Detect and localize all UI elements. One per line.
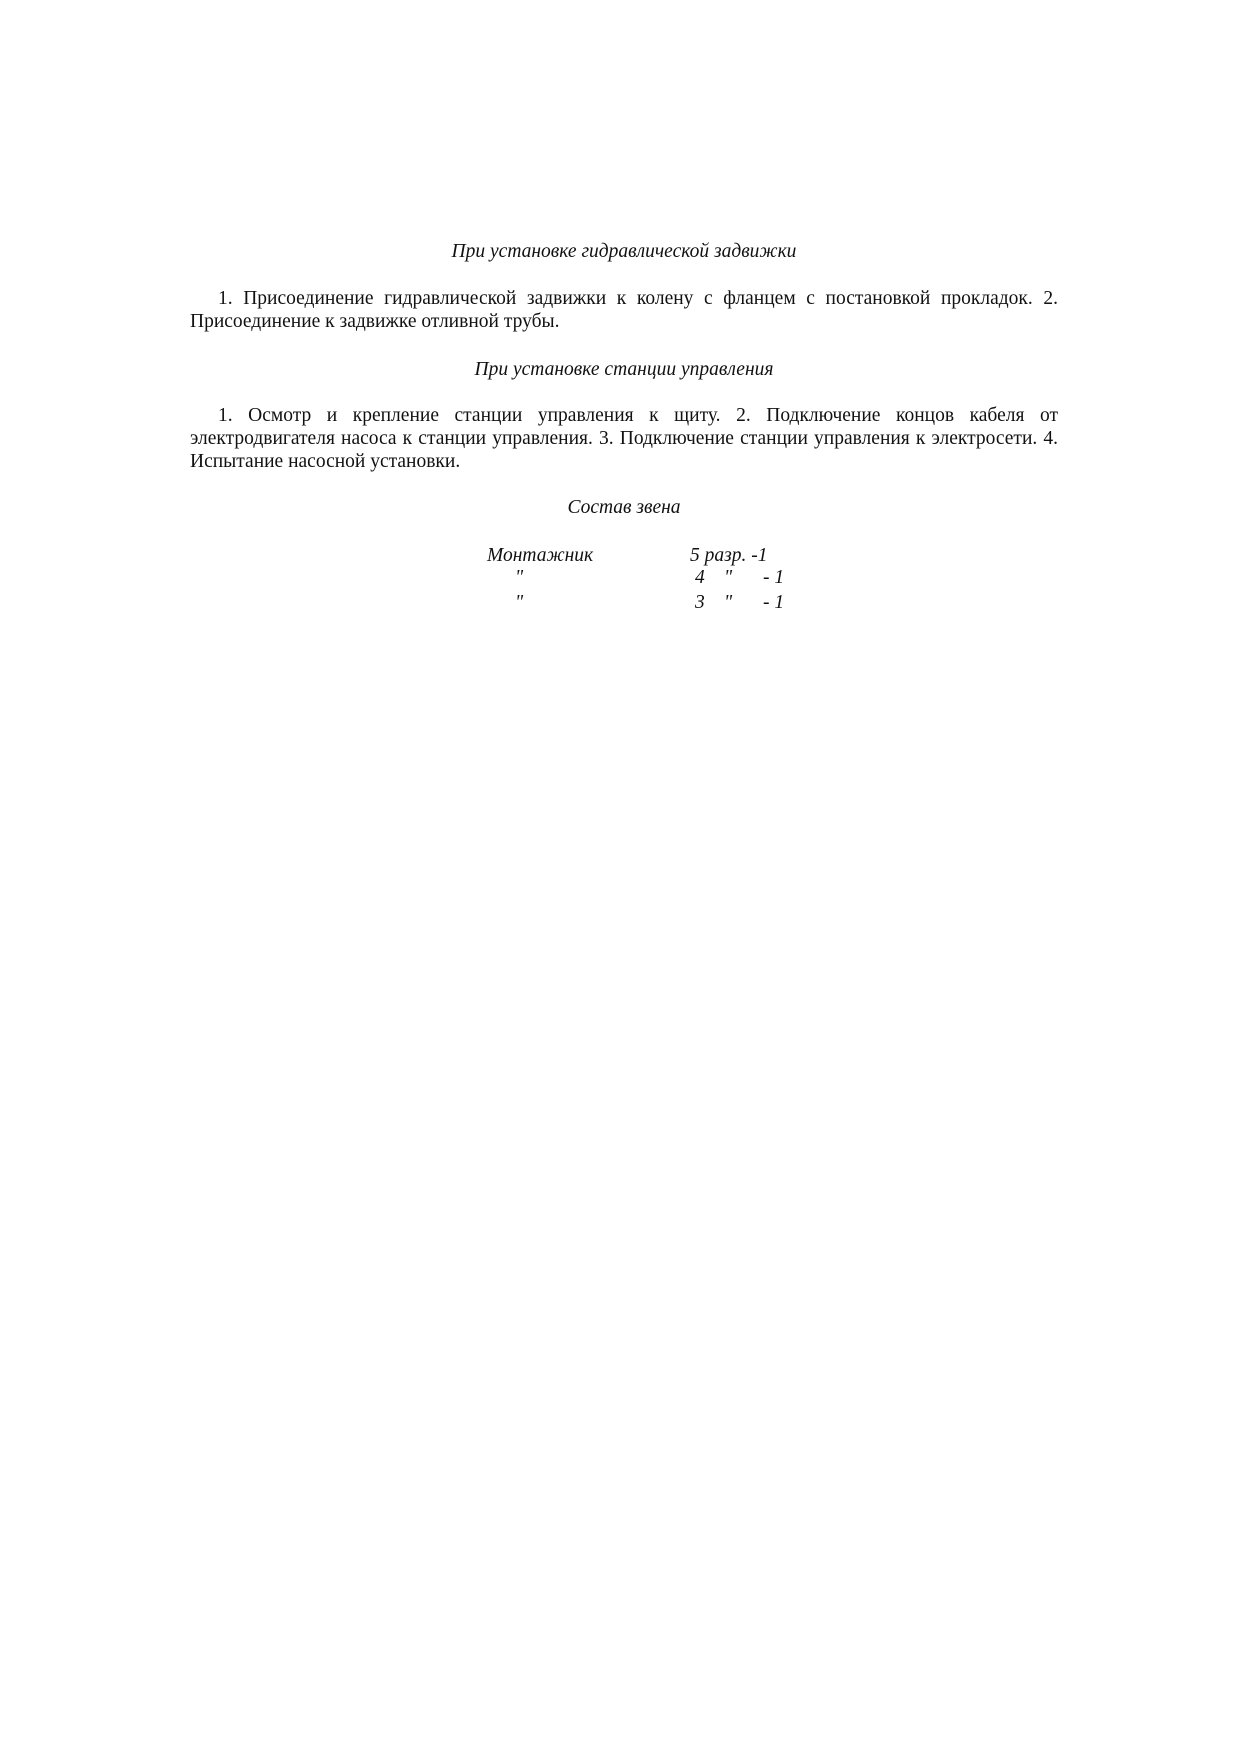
crew-grade-number: 4 [695,567,705,588]
crew-heading: Состав звена [567,497,681,518]
section-heading-control-station: При установке станции управления [474,359,774,380]
crew-row [190,566,1058,589]
section-text-hydraulic-valve: 1. Присоединение гидравлической задвижки к колену с фланцем с постановкой прокладок. 2. Присоединение к задвижке отливной трубы. [190,288,1058,332]
crew-row [190,544,1058,567]
crew-role: Монтажник [487,545,594,566]
crew-count: - 1 [763,592,785,613]
crew-role-ditto: " [515,592,524,613]
section-text-control-station: 1. Осмотр и крепление станции управления к щиту. 2. Подключение концов кабеля от электродвигателя насоса к станции управления. 3. Подключение станции управления к электросети. 4. Испытание насосной установки. [190,405,1058,472]
crew-count: - 1 [763,567,785,588]
crew-table [190,544,1058,614]
crew-grade: 5 разр. -1 [690,545,768,566]
section-heading-hydraulic-valve: При установке гидравлической задвижки [451,241,797,262]
crew-grade-ditto: " [724,592,733,613]
crew-grade-ditto: " [724,567,733,588]
document-body [190,240,1058,614]
crew-row [190,591,1058,614]
crew-role-ditto: " [515,567,524,588]
crew-grade-number: 3 [695,592,705,613]
